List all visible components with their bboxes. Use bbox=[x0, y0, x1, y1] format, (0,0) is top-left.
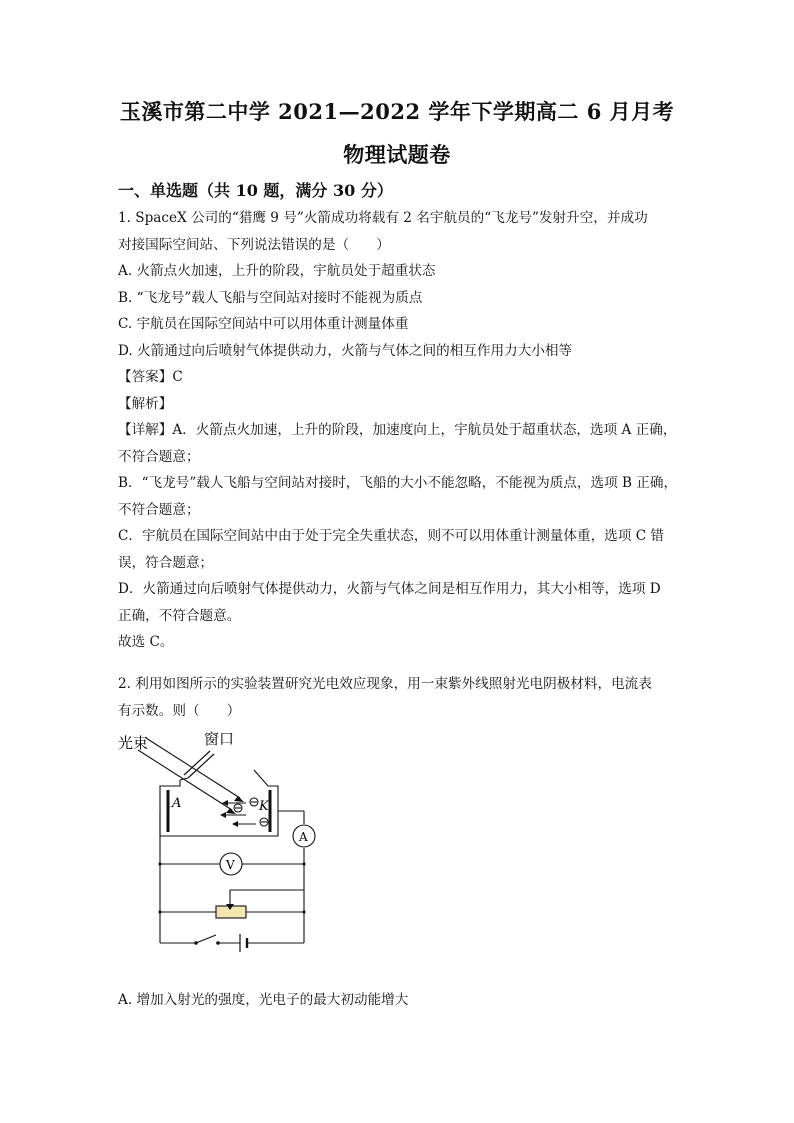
q1-analysis-line: 故选 C。 bbox=[118, 634, 174, 650]
q1-stem-line2: 对接国际空间站、下列说法错误的是（ ） bbox=[118, 236, 390, 253]
label-ammeter: A bbox=[299, 830, 308, 844]
q1-analysis-line: 正确，不符合题意。 bbox=[118, 607, 241, 624]
q1-analysis-line: C．宇航员在国际空间站中由于处于完全失重状态，则不可以用体重计测量体重，选项 C 错 bbox=[118, 528, 665, 544]
junction bbox=[158, 910, 161, 913]
section-heading: 一、单选题（共 10 题，满分 30 分） bbox=[118, 181, 393, 200]
label-anode: A bbox=[172, 796, 182, 811]
q1-option-d: D. 火箭通过向后喷射气体提供动力，火箭与气体之间的相互作用力大小相等 bbox=[118, 342, 573, 359]
q1-stem-line1: 1. SpaceX 公司的“猎鹰 9 号”火箭成功将载有 2 名宇航员的“飞龙号”发射升空，并成功 bbox=[118, 210, 648, 226]
light-beam-line bbox=[138, 750, 232, 810]
junction bbox=[302, 862, 305, 865]
q1-analysis-line: 【详解】A．火箭点火加速，上升的阶段，加速度向上，宇航员处于超重状态，选项 A 正确， bbox=[118, 422, 677, 438]
q1-option-b: B. “飞龙号”载人飞船与空间站对接时不能视为质点 bbox=[118, 289, 423, 306]
label-window: 窗口 bbox=[204, 730, 235, 748]
q1-analysis-line: 不符合题意； bbox=[118, 448, 200, 465]
exam-title: 玉溪市第二中学 2021—2022 学年下学期高二 6 月月考 bbox=[119, 99, 675, 124]
question-1 bbox=[118, 205, 678, 656]
q1-analysis-line: B．“飞龙号”载人飞船与空间站对接时，飞船的大小不能忽略，不能视为质点，选项 B 正确， bbox=[118, 475, 678, 491]
switch-lever bbox=[196, 935, 216, 943]
q1-option-c: C. 宇航员在国际空间站中可以用体重计测量体重 bbox=[118, 316, 409, 332]
q2-option-a: A. 增加入射光的强度，光电子的最大初动能增大 bbox=[118, 992, 409, 1008]
electron-arrowhead bbox=[232, 821, 238, 827]
q1-analysis-line: D．火箭通过向后喷射气体提供动力，火箭与气体之间是相互作用力，其大小相等，选项 D bbox=[118, 581, 661, 597]
q1-option-a: A. 火箭点火加速，上升的阶段，宇航员处于超重状态 bbox=[118, 263, 436, 279]
q1-answer bbox=[118, 364, 678, 391]
q2-stem-line1: 2. 利用如图所示的实验装置研究光电效应现象，用一束紫外线照射光电阴极材料，电流表 bbox=[118, 676, 652, 692]
q1-analysis-line: 不符合题意； bbox=[118, 501, 200, 518]
q1-analysis-tag: 【解析】 bbox=[118, 395, 173, 412]
window-plate bbox=[184, 751, 210, 775]
question-2 bbox=[118, 671, 678, 724]
q2-stem-line2: 有示数。则（ ） bbox=[118, 702, 241, 719]
circuit-diagram bbox=[118, 728, 318, 973]
q1-analysis-line: 误，符合题意； bbox=[118, 554, 214, 571]
label-voltmeter: V bbox=[226, 858, 235, 872]
switch-contact bbox=[216, 941, 220, 945]
exam-subtitle: 物理试题卷 bbox=[343, 142, 451, 167]
photoelectric-circuit-figure bbox=[118, 728, 318, 977]
label-light: 光束 bbox=[118, 734, 149, 752]
window-plate bbox=[188, 754, 214, 778]
junction bbox=[158, 862, 161, 865]
junction bbox=[302, 910, 305, 913]
answer-tag: 【答案】 bbox=[118, 369, 173, 385]
answer-value: C bbox=[172, 369, 183, 385]
label-cathode: K bbox=[259, 799, 269, 814]
switch-pivot bbox=[194, 941, 198, 945]
electron-arrowhead bbox=[220, 812, 226, 818]
